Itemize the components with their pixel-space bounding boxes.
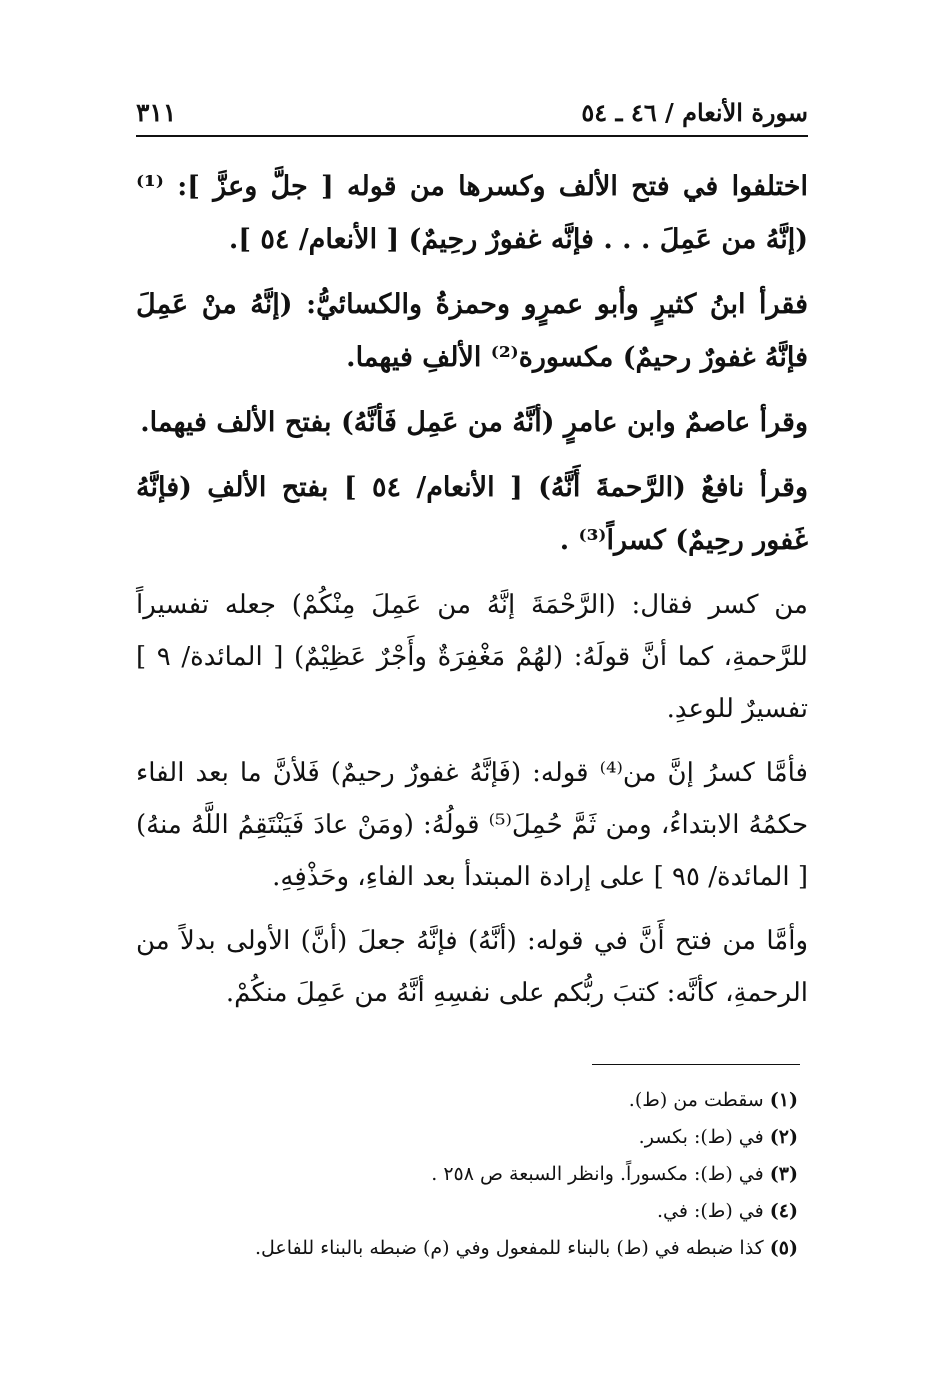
header-divider <box>136 135 808 137</box>
footnote-text: في (ط): في. <box>656 1200 764 1222</box>
footnote-text: سقطت من (ط). <box>628 1089 764 1111</box>
footnote-marker: (٤) <box>769 1200 798 1222</box>
running-title: سورة الأنعام / ٤٦ ـ ٥٤ <box>581 98 808 127</box>
page-header <box>136 92 808 132</box>
footnote-4 <box>136 1193 798 1230</box>
paragraph-2: فقرأ ابنُ كثيرٍ وأبو عمرٍو وحمزةُ والكسائيُّ: (إنَّهُ منْ عَمِلَ فإنَّهُ غفورٌ رحيمٌ) مكسورة⁽²⁾ الألفِ فيهما. <box>136 289 808 373</box>
footnote-marker: (١) <box>769 1089 798 1111</box>
paragraph-4: وقرأ نافعٌ (الرَّحمةَ أَنَّهُ) [ الأنعام/ ٥٤ ] بفتح الألفِ (فإنَّهُ غَفور رحِيمٌ) كسراً⁽³⁾ . <box>136 472 808 556</box>
paragraph-1: اختلفوا في فتح الألف وكسرها من قوله [ جلَّ وعزَّ ]: ⁽¹⁾ (إنَّهُ من عَمِلَ . . . فإنَّه غفورٌ رحِيمٌ) [ الأنعام/ ٥٤ ]. <box>136 171 808 255</box>
footnote-text: في (ط): مكسوراً. وانظر السبعة ص ٢٥٨ . <box>431 1163 764 1185</box>
footnote-marker: (٣) <box>769 1163 798 1185</box>
footnote-marker: (٥) <box>769 1237 798 1259</box>
footnote-3 <box>136 1156 798 1193</box>
footnote-marker: (٢) <box>769 1126 798 1148</box>
page-number: ٣١١ <box>136 98 177 127</box>
footnote-2 <box>136 1119 798 1156</box>
footnote-divider <box>592 1064 800 1065</box>
paragraph-5: من كسر فقال: (الرَّحْمَةَ إنَّهُ من عَمِلَ مِنْكُمْ) جعله تفسيراً للرَّحمةِ، كما أنَّ قولَهُ: (لهُمْ مَغْفِرَةٌ وأَجْرٌ عَظِيْمٌ) [ المائدة/ ٩ ] تفسيرٌ للوعدِ. <box>136 590 808 724</box>
footnote-1 <box>136 1082 798 1119</box>
paragraph-7: وأمَّا من فتح أَنَّ في قوله: (أنَّهُ) فإنَّهُ جعلَ (أنَّ) الأولى بدلاً من الرحمةِ، كأنَّه: كتبَ ربُّكم على نفسِهِ أنَّهُ من عَمِلَ منكُمْ. <box>136 926 808 1008</box>
footnotes <box>136 1082 798 1267</box>
main-text <box>136 160 808 1031</box>
footnote-text: في (ط): بكسر. <box>638 1126 764 1148</box>
footnote-5 <box>136 1230 798 1267</box>
footnote-text: كذا ضبطه في (ط) بالبناء للمفعول وفي (م) ضبطه بالبناء للفاعل. <box>254 1237 764 1259</box>
paragraph-3: وقرأ عاصمٌ وابن عامرٍ (أنَّهُ من عَمِل فَأنَّهُ) بفتح الألف فيهما. <box>140 407 808 438</box>
paragraph-6: فأمَّا كسرُ إنَّ من⁽⁴⁾ قوله: (فَإنَّهُ غفورٌ رحيمٌ) فَلأنَّ ما بعد الفاء حكمُهُ الابتداءُ، ومن ثَمَّ حُمِلَ⁽⁵⁾ قولُهُ: (ومَنْ عادَ فَيَنْتَقِمُ اللَّهُ منهُ) [ المائدة/ ٩٥ ] على إرادة المبتدأ بعد الفاءِ، وحَذْفِهِ. <box>136 758 809 892</box>
